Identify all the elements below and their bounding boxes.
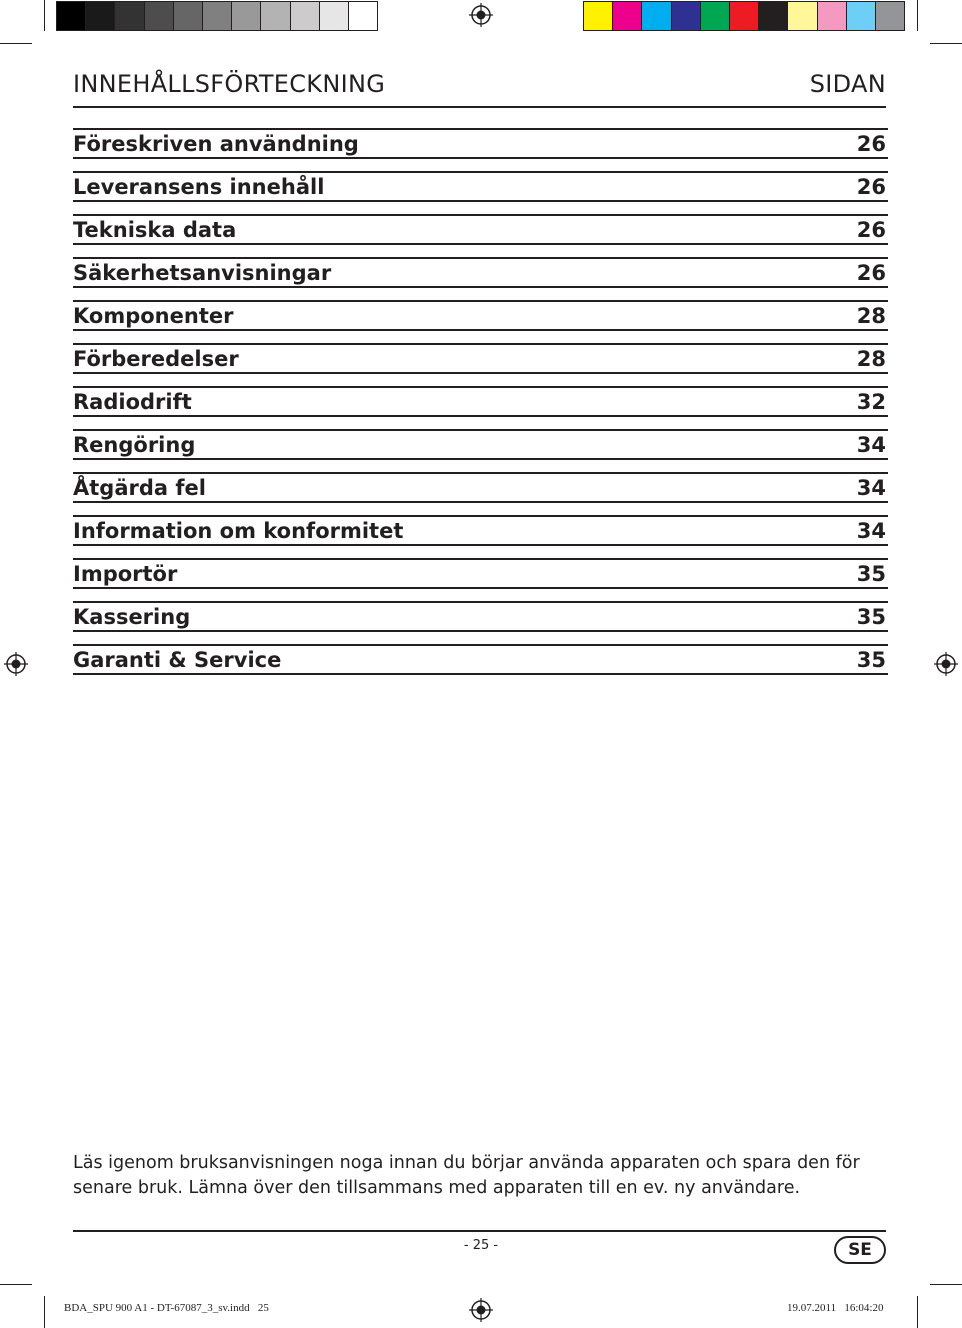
toc-row xyxy=(73,601,888,632)
registration-mark-icon xyxy=(934,652,958,676)
toc-row xyxy=(73,128,888,159)
toc-entry-page: 34 xyxy=(856,519,886,543)
toc-entry-page: 26 xyxy=(856,218,886,242)
crop-mark xyxy=(0,43,32,44)
color-swatch xyxy=(642,2,671,30)
crop-mark xyxy=(917,1296,918,1328)
toc-row xyxy=(73,644,888,675)
registration-mark-icon xyxy=(469,3,493,27)
toc-entry-page: 26 xyxy=(856,175,886,199)
color-swatch xyxy=(145,2,174,30)
toc-row xyxy=(73,171,888,202)
color-swatch xyxy=(57,2,86,30)
intro-line: Läs igenom bruksanvisningen noga innan du börjar använda apparaten och spara den för xyxy=(73,1153,860,1173)
crop-mark xyxy=(44,1296,45,1328)
toc-entry-page: 34 xyxy=(856,476,886,500)
toc-heading: INNEHÅLLSFÖRTECKNING xyxy=(73,70,386,98)
toc-entry-title: Säkerhetsanvisningar xyxy=(73,261,332,285)
toc-entry-title: Garanti & Service xyxy=(73,648,282,672)
language-badge: SE xyxy=(834,1236,886,1264)
toc-entry-page: 35 xyxy=(856,562,886,586)
file-slug: BDA_SPU 900 A1 - DT-67087_3_sv.indd 25 xyxy=(64,1302,269,1314)
toc-row xyxy=(73,472,888,503)
color-swatch xyxy=(115,2,144,30)
toc-entry-title: Åtgärda fel xyxy=(73,476,206,500)
toc-header xyxy=(73,68,886,108)
color-swatch xyxy=(291,2,320,30)
toc-entry-page: 35 xyxy=(856,648,886,672)
toc-entry-title: Tekniska data xyxy=(73,218,237,242)
color-swatch xyxy=(730,2,759,30)
toc-entry-title: Kassering xyxy=(73,605,191,629)
toc-entry-page: 26 xyxy=(856,132,886,156)
color-swatch xyxy=(701,2,730,30)
registration-mark-icon xyxy=(469,1298,493,1322)
toc-entry-page: 32 xyxy=(856,390,886,414)
footer-rule xyxy=(73,1230,886,1232)
color-swatch xyxy=(174,2,203,30)
color-swatch xyxy=(232,2,261,30)
toc-row xyxy=(73,214,888,245)
color-swatch xyxy=(320,2,349,30)
toc-row xyxy=(73,300,888,331)
crop-mark xyxy=(930,1284,962,1285)
color-swatch xyxy=(876,2,904,30)
toc-entry-title: Information om konformitet xyxy=(73,519,404,543)
color-swatch xyxy=(672,2,701,30)
toc-entry-page: 26 xyxy=(856,261,886,285)
intro-line: senare bruk. Lämna över den tillsammans med apparaten till en ev. ny användare. xyxy=(73,1178,801,1198)
toc-entry-page: 34 xyxy=(856,433,886,457)
color-swatch xyxy=(788,2,817,30)
date-slug: 19.07.2011 16:04:20 xyxy=(787,1302,884,1314)
toc-row xyxy=(73,386,888,417)
color-swatch xyxy=(613,2,642,30)
toc-row xyxy=(73,515,888,546)
toc-row xyxy=(73,257,888,288)
registration-mark-icon xyxy=(4,652,28,676)
color-swatch xyxy=(818,2,847,30)
color-swatch xyxy=(261,2,290,30)
toc-entry-title: Radiodrift xyxy=(73,390,192,414)
page-column-heading: SIDAN xyxy=(809,70,886,98)
color-swatch xyxy=(584,2,613,30)
color-swatch xyxy=(759,2,788,30)
page-number: - 25 - xyxy=(463,1238,499,1253)
toc-entry-title: Leveransens innehåll xyxy=(73,175,325,199)
toc-entry-title: Komponenter xyxy=(73,304,234,328)
table-of-contents xyxy=(73,128,888,687)
crop-mark xyxy=(930,43,962,44)
toc-entry-title: Rengöring xyxy=(73,433,196,457)
crop-mark xyxy=(44,0,45,31)
toc-entry-title: Förberedelser xyxy=(73,347,239,371)
color-swatch xyxy=(349,2,377,30)
toc-entry-page: 28 xyxy=(856,347,886,371)
toc-entry-title: Föreskriven användning xyxy=(73,132,359,156)
color-swatch xyxy=(847,2,876,30)
toc-row xyxy=(73,558,888,589)
color-swatch xyxy=(86,2,115,30)
crop-mark xyxy=(917,0,918,31)
color-swatch xyxy=(203,2,232,30)
grayscale-color-bar xyxy=(56,1,378,31)
toc-entry-page: 28 xyxy=(856,304,886,328)
toc-row xyxy=(73,429,888,460)
cmyk-color-bar xyxy=(583,1,905,31)
toc-row xyxy=(73,343,888,374)
toc-entry-page: 35 xyxy=(856,605,886,629)
crop-mark xyxy=(0,1284,32,1285)
toc-entry-title: Importör xyxy=(73,562,178,586)
intro-paragraph xyxy=(73,1151,873,1201)
